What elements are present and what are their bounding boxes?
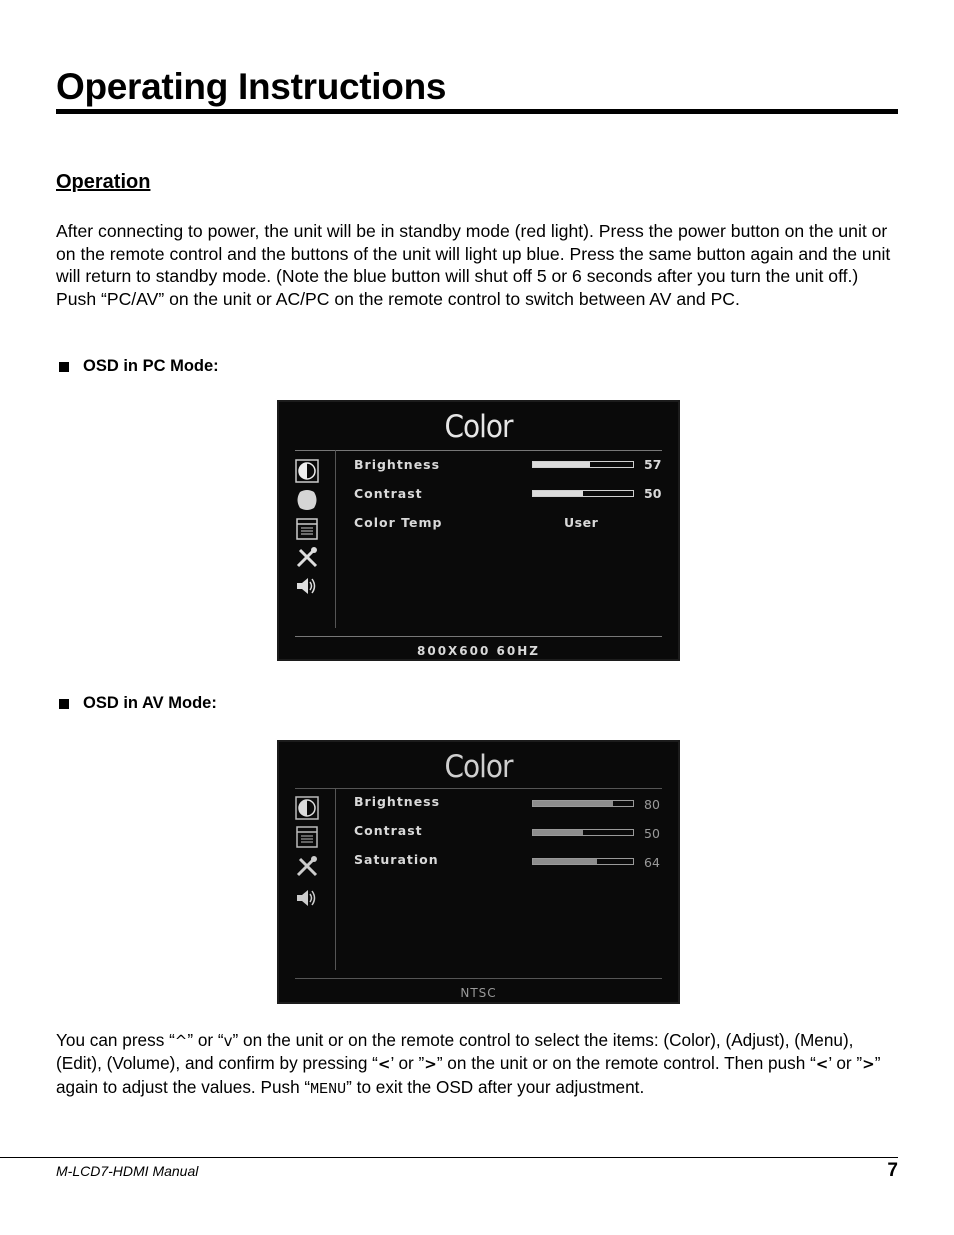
osd-value-brightness: 57 [644,457,662,472]
osd-title: Color [444,748,513,785]
osd-footer-resolution: 800X600 60HZ [417,644,540,658]
bullet-label: OSD in PC Mode: [83,357,219,375]
menu-window-icon [295,517,319,541]
bullet-label: OSD in AV Mode: [83,694,217,712]
osd-bottom-divider [295,978,662,979]
up-arrow-icon: ^ [174,1032,188,1050]
osd-value-brightness: 80 [644,797,660,812]
bullet-av-mode [56,694,217,713]
osd-value-contrast: 50 [644,826,660,841]
page-title: Operating Instructions [56,66,447,107]
osd-bar-fill [533,830,583,835]
osd-footer-signal: NTSC [460,986,497,1000]
osd-label-contrast: Contrast [354,486,423,501]
osd-bar-brightness [532,461,634,468]
contrast-circle-icon [295,459,319,483]
instructions-text: ” to exit the OSD after your adjustment. [346,1076,645,1097]
osd-value-color-temp: User [564,515,599,530]
color-blob-icon [295,488,319,512]
osd-bottom-divider [295,636,662,637]
osd-label-saturation: Saturation [354,852,439,867]
osd-top-divider [295,450,662,451]
title-rule [56,109,898,114]
bullet-square-icon [59,699,69,709]
instructions-text: ’ or ” [828,1053,863,1074]
contrast-circle-icon [295,796,319,820]
osd-bar-fill [533,859,597,864]
osd-value-contrast: 50 [644,486,662,501]
section-heading: Operation [56,171,151,193]
osd-bar-saturation [532,858,634,865]
osd-side-divider [335,788,336,970]
speaker-icon [295,574,319,598]
down-arrow-icon: v [223,1032,233,1050]
osd-bar-contrast [532,829,634,836]
intro-paragraph: After connecting to power, the unit will be in standby mode (red light). Press the power button on the unit or on the remote control and the buttons of the unit will light up blue. Press the same button again and the unit will return to standby mode. (Note the blue button will shut off 5 or 6 seconds after you turn the unit off.) Push “PC/AV” on the unit or AC/PC on the remote control to switch between AV and PC. [56,221,891,309]
instructions-paragraph [56,1029,902,1101]
instructions-text: ” or “ [187,1030,224,1050]
right-arrow-icon: > [424,1055,437,1074]
instructions-text: ” again to adjust the values. Push “ [56,1053,881,1097]
speaker-icon [295,886,319,910]
footer-page-number: 7 [887,1160,898,1181]
osd-title: Color [444,408,513,445]
instructions-text: ” on the unit or on the remote control. Then push “ [436,1053,816,1074]
osd-bar-contrast [532,490,634,497]
right-arrow-icon: > [862,1055,875,1074]
osd-pc-screenshot [277,400,680,661]
tools-icon [295,545,319,569]
left-arrow-icon: < [815,1055,829,1074]
instructions-text: ’ or ” [390,1053,425,1074]
menu-button-glyph: MENU [310,1080,347,1098]
osd-label-color-temp: Color Temp [354,515,443,530]
osd-bar-fill [533,491,583,496]
osd-bar-brightness [532,800,634,807]
instructions-text: You can press “ [56,1030,175,1050]
osd-label-brightness: Brightness [354,794,441,809]
osd-side-divider [335,450,336,628]
instructions-text: ” on the unit or on the remote control to select the items: (Color), (Adjust), (Menu), (Edit), (Volume), and confirm by pressing “ [56,1030,854,1074]
tools-icon [295,854,319,878]
bullet-square-icon [59,362,69,372]
osd-av-screenshot [277,740,680,1004]
footer-rule [0,1157,898,1158]
osd-value-saturation: 64 [644,855,660,870]
osd-label-brightness: Brightness [354,457,441,472]
left-arrow-icon: < [377,1055,391,1074]
osd-top-divider [295,788,662,789]
menu-window-icon [295,825,319,849]
footer-manual-name: M-LCD7-HDMI Manual [56,1163,199,1179]
bullet-pc-mode [56,357,219,376]
osd-bar-fill [533,462,590,467]
osd-label-contrast: Contrast [354,823,423,838]
osd-bar-fill [533,801,613,806]
